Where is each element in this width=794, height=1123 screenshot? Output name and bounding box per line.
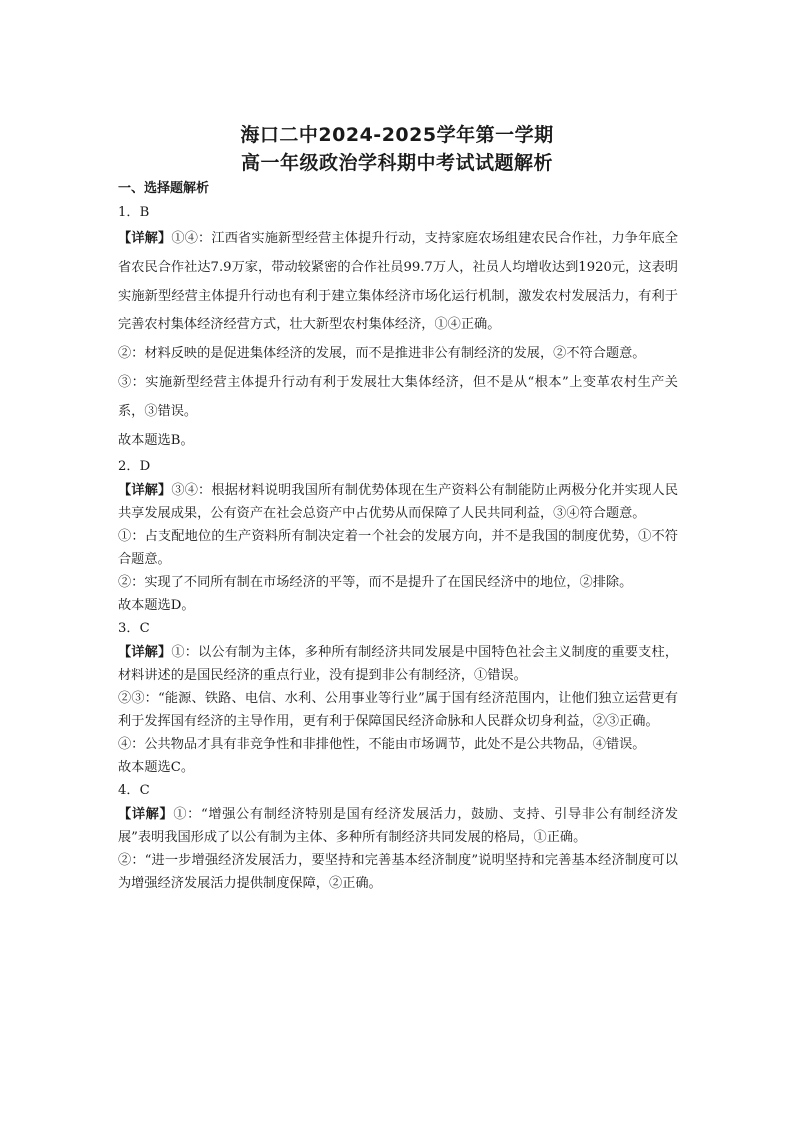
question-4-answer: 4．C [118,783,150,799]
question-3-option-note [118,733,678,756]
question-1-explanation [118,225,678,340]
question-1-option-note [118,340,678,369]
detail-tag: 【详解】 [118,645,172,661]
title-line-1: 海口二中2024-2025学年第一学期 [240,124,554,146]
explanation-text: ①：“增强公有制经济特别是国有经济发展活力，鼓励、支持、引导非公有制经济发展”表明我国形成了以公有制为主体、多种所有制经济共同发展的格局，①正确。 [118,807,678,846]
explanation-text: ①：占支配地位的生产资料所有制决定着一个社会的发展方向，并不是我国的制度优势，①不符合题意。 [118,529,678,568]
detail-tag: 【详解】 [118,231,172,246]
explanation-text: ①④：江西省实施新型经营主体提升行动，支持家庭农场组建农民合作社，力争年底全省农民合作社达7.9万家，带动较紧密的合作社员99.7万人，社员人均增收达到1920元，这表明实施新型经营主体提升行动也有利于建立集体经济市场化运行机制，激发农村发展活力，有利于完善农村集体经济经营方式，壮大新型农村集体经济，①④正确。 [118,231,679,333]
question-2-option-note [118,525,678,571]
question-3-option-note [118,687,678,733]
explanation-text: ②：“进一步增强经济发展活力，要坚持和完善基本经济制度”说明坚持和完善基本经济制度可以为增强经济发展活力提供制度保障，②正确。 [118,853,678,892]
question-3-answer: 3．C [118,621,150,637]
question-4-explanation [118,803,678,849]
question-3-conclusion [118,756,678,779]
explanation-text: ①：以公有制为主体，多种所有制经济共同发展是中国特色社会主义制度的重要支柱，材料讲述的是国民经济的重点行业，没有提到非公有制经济，①错误。 [118,645,679,684]
explanation-text: ③：实施新型经营主体提升行动有利于发展壮大集体经济，但不是从“根本”上变革农村生产关系，③错误。 [118,374,678,419]
question-1-option-note [118,369,678,427]
question-2-explanation [118,479,678,525]
question-2-answer: 2．D [118,459,151,475]
explanation-text: ③④：根据材料说明我国所有制优势体现在生产资料公有制能防止两极分化并实现人民共享发展成果，公有资产在社会总资产中占优势从而保障了人民共同利益，③④符合题意。 [118,483,679,522]
answer-content [118,201,678,895]
conclusion-text: 故本题选D。 [118,598,195,614]
explanation-text: ②③：“能源、铁路、电信、水利、公用事业等行业”属于国有经济范围内，让他们独立运营更有利于发挥国有经济的主导作用，更有利于保障国民经济命脉和人民群众切身利益，②③正确。 [118,691,678,730]
title-line-2: 高一年级政治学科期中考试试题解析 [240,152,553,174]
question-1-answer: 1．B [118,205,150,220]
section-heading: 一、选择题解析 [118,181,210,196]
question-1-conclusion [118,427,678,456]
document-title [0,121,794,177]
conclusion-text: 故本题选B。 [118,432,194,448]
question-2-option-note [118,571,678,594]
conclusion-text: 故本题选C。 [118,760,195,776]
question-4-option-note [118,849,678,895]
detail-tag: 【详解】 [118,483,172,499]
question-2-conclusion [118,594,678,617]
explanation-text: ②：实现了不同所有制在市场经济的平等，而不是提升了在国民经济中的地位，②排除。 [118,575,633,591]
explanation-text: ④：公共物品才具有非竞争性和非排他性，不能由市场调节，此处不是公共物品，④错误。 [118,737,646,753]
detail-tag: 【详解】 [118,807,174,823]
question-3-explanation [118,641,678,687]
explanation-text: ②：材料反映的是促进集体经济的发展，而不是推进非公有制经济的发展，②不符合题意。 [118,346,646,362]
